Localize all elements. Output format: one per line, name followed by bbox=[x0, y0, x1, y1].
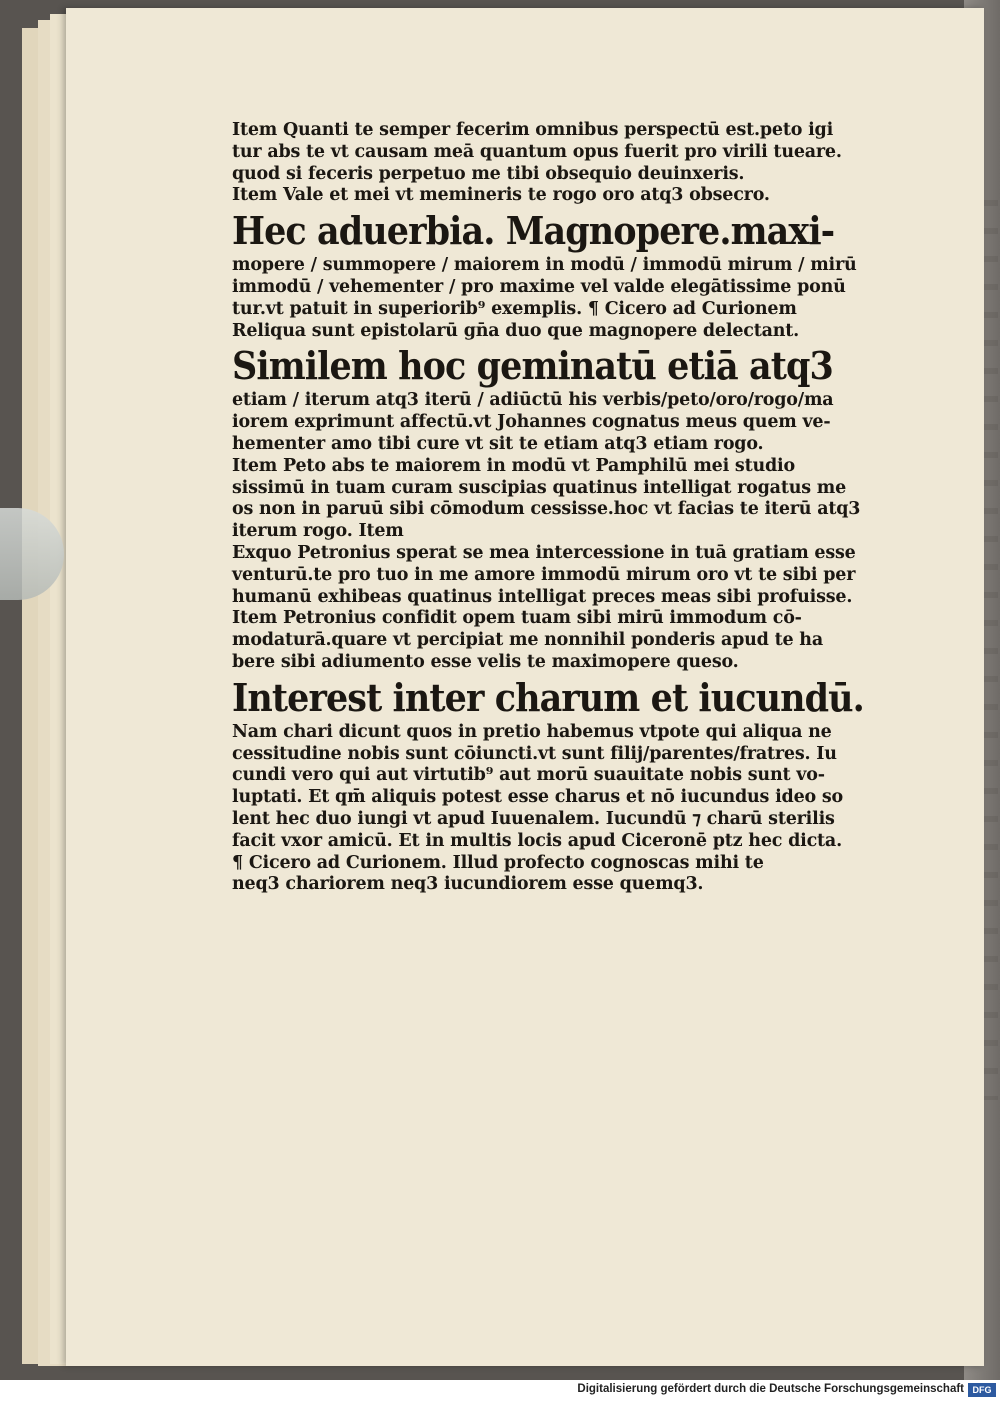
text-line: os non in paruū sibi cōmodum cessisse.hoc vt facias te iterū atq3 bbox=[232, 499, 861, 520]
text-line: tur.vt patuit in superiorib⁹ exemplis. ¶ Cicero ad Curionem bbox=[232, 298, 797, 319]
text-line: lent hec duo iungi vt apud Iuuenalem. Iucundū ⁊ charū sterilis bbox=[232, 808, 835, 829]
text-line: luptati. Et qm̄ aliquis potest esse charus et nō iucundus ideo so bbox=[232, 787, 844, 808]
text-line: hementer amo tibi cure vt sit te etiam atq3 etiam rogo. bbox=[232, 433, 764, 454]
text-line: Item Peto abs te maiorem in modū vt Pamphilū mei studio bbox=[232, 455, 795, 476]
text-line: venturū.te pro tuo in me amore immodū mirum oro vt te sibi per bbox=[232, 564, 856, 585]
text-line: Nam chari dicunt quos in pretio habemus vtpote qui aliqua ne bbox=[232, 721, 832, 742]
text-line: Item Quanti te semper fecerim omnibus perspectū est.peto igi bbox=[232, 120, 834, 140]
section-heading: Similem hoc geminatū etiā atq3 bbox=[232, 343, 833, 389]
text-line: etiam / iterum atq3 iterū / adiūctū his verbis/peto/oro/rogo/ma bbox=[232, 390, 834, 411]
text-line: modaturā.quare vt percipiat me nonnihil ponderis apud te ha bbox=[232, 630, 823, 651]
section-heading: Interest inter charum et iucundū. bbox=[232, 674, 864, 720]
text-line: Item Petronius confidit opem tuam sibi mirū immodum cō- bbox=[232, 608, 802, 629]
text-line: tur abs te vt causam meā quantum opus fuerit pro virili tueare. bbox=[232, 141, 842, 162]
text-line: quod si feceris perpetuo me tibi obsequio deuinxeris. bbox=[232, 163, 745, 184]
text-line: mopere / summopere / maiorem in modū / immodū mirum / mirū bbox=[232, 255, 857, 276]
text-line: ¶ Cicero ad Curionem. Illud profecto cognoscas mihi te bbox=[232, 852, 764, 873]
text-line: immodū / vehementer / pro maxime vel valde elegātissime ponū bbox=[232, 276, 846, 297]
text-line: Item Vale et mei vt memineris te rogo oro atq3 obsecro. bbox=[232, 185, 770, 206]
text-line: iterum rogo. Item bbox=[232, 521, 404, 542]
text-line: Exquo Petronius sperat se mea intercessione in tuā gratiam esse bbox=[232, 542, 856, 563]
text-line: neq3 chariorem neq3 iucundiorem esse quemq3. bbox=[232, 874, 704, 895]
text-line: Reliqua sunt epistolarū gn̄a duo que magnopere delectant. bbox=[232, 320, 800, 341]
digitization-credit: Digitalisierung gefördert durch die Deutsche Forschungsgemeinschaft bbox=[577, 1383, 964, 1395]
page-text bbox=[232, 120, 872, 896]
text-line: iorem exprimunt affectū.vt Johannes cognatus meus quem ve- bbox=[232, 412, 831, 433]
text-line: sissimū in tuam curam suscipias quatinus intelligat rogatus me bbox=[232, 477, 847, 498]
text-line: facit vxor amicū. Et in multis locis apud Ciceronē ptz hec dicta. bbox=[232, 830, 842, 851]
text-line: bere sibi adiumento esse velis te maximopere queso. bbox=[232, 651, 739, 672]
text-line: cessitudine nobis sunt cōiuncti.vt sunt filij/parentes/fratres. Iu bbox=[232, 743, 837, 764]
dfg-logo-icon: DFG bbox=[968, 1383, 996, 1397]
text-line: cundi vero qui aut virtutib⁹ aut morū suauitate nobis sunt vo- bbox=[232, 765, 825, 786]
section-heading: Hec aduerbia. Magnopere.maxi- bbox=[232, 208, 835, 254]
text-line: humanū exhibeas quatinus intelligat preces meas sibi profuisse. bbox=[232, 586, 853, 607]
